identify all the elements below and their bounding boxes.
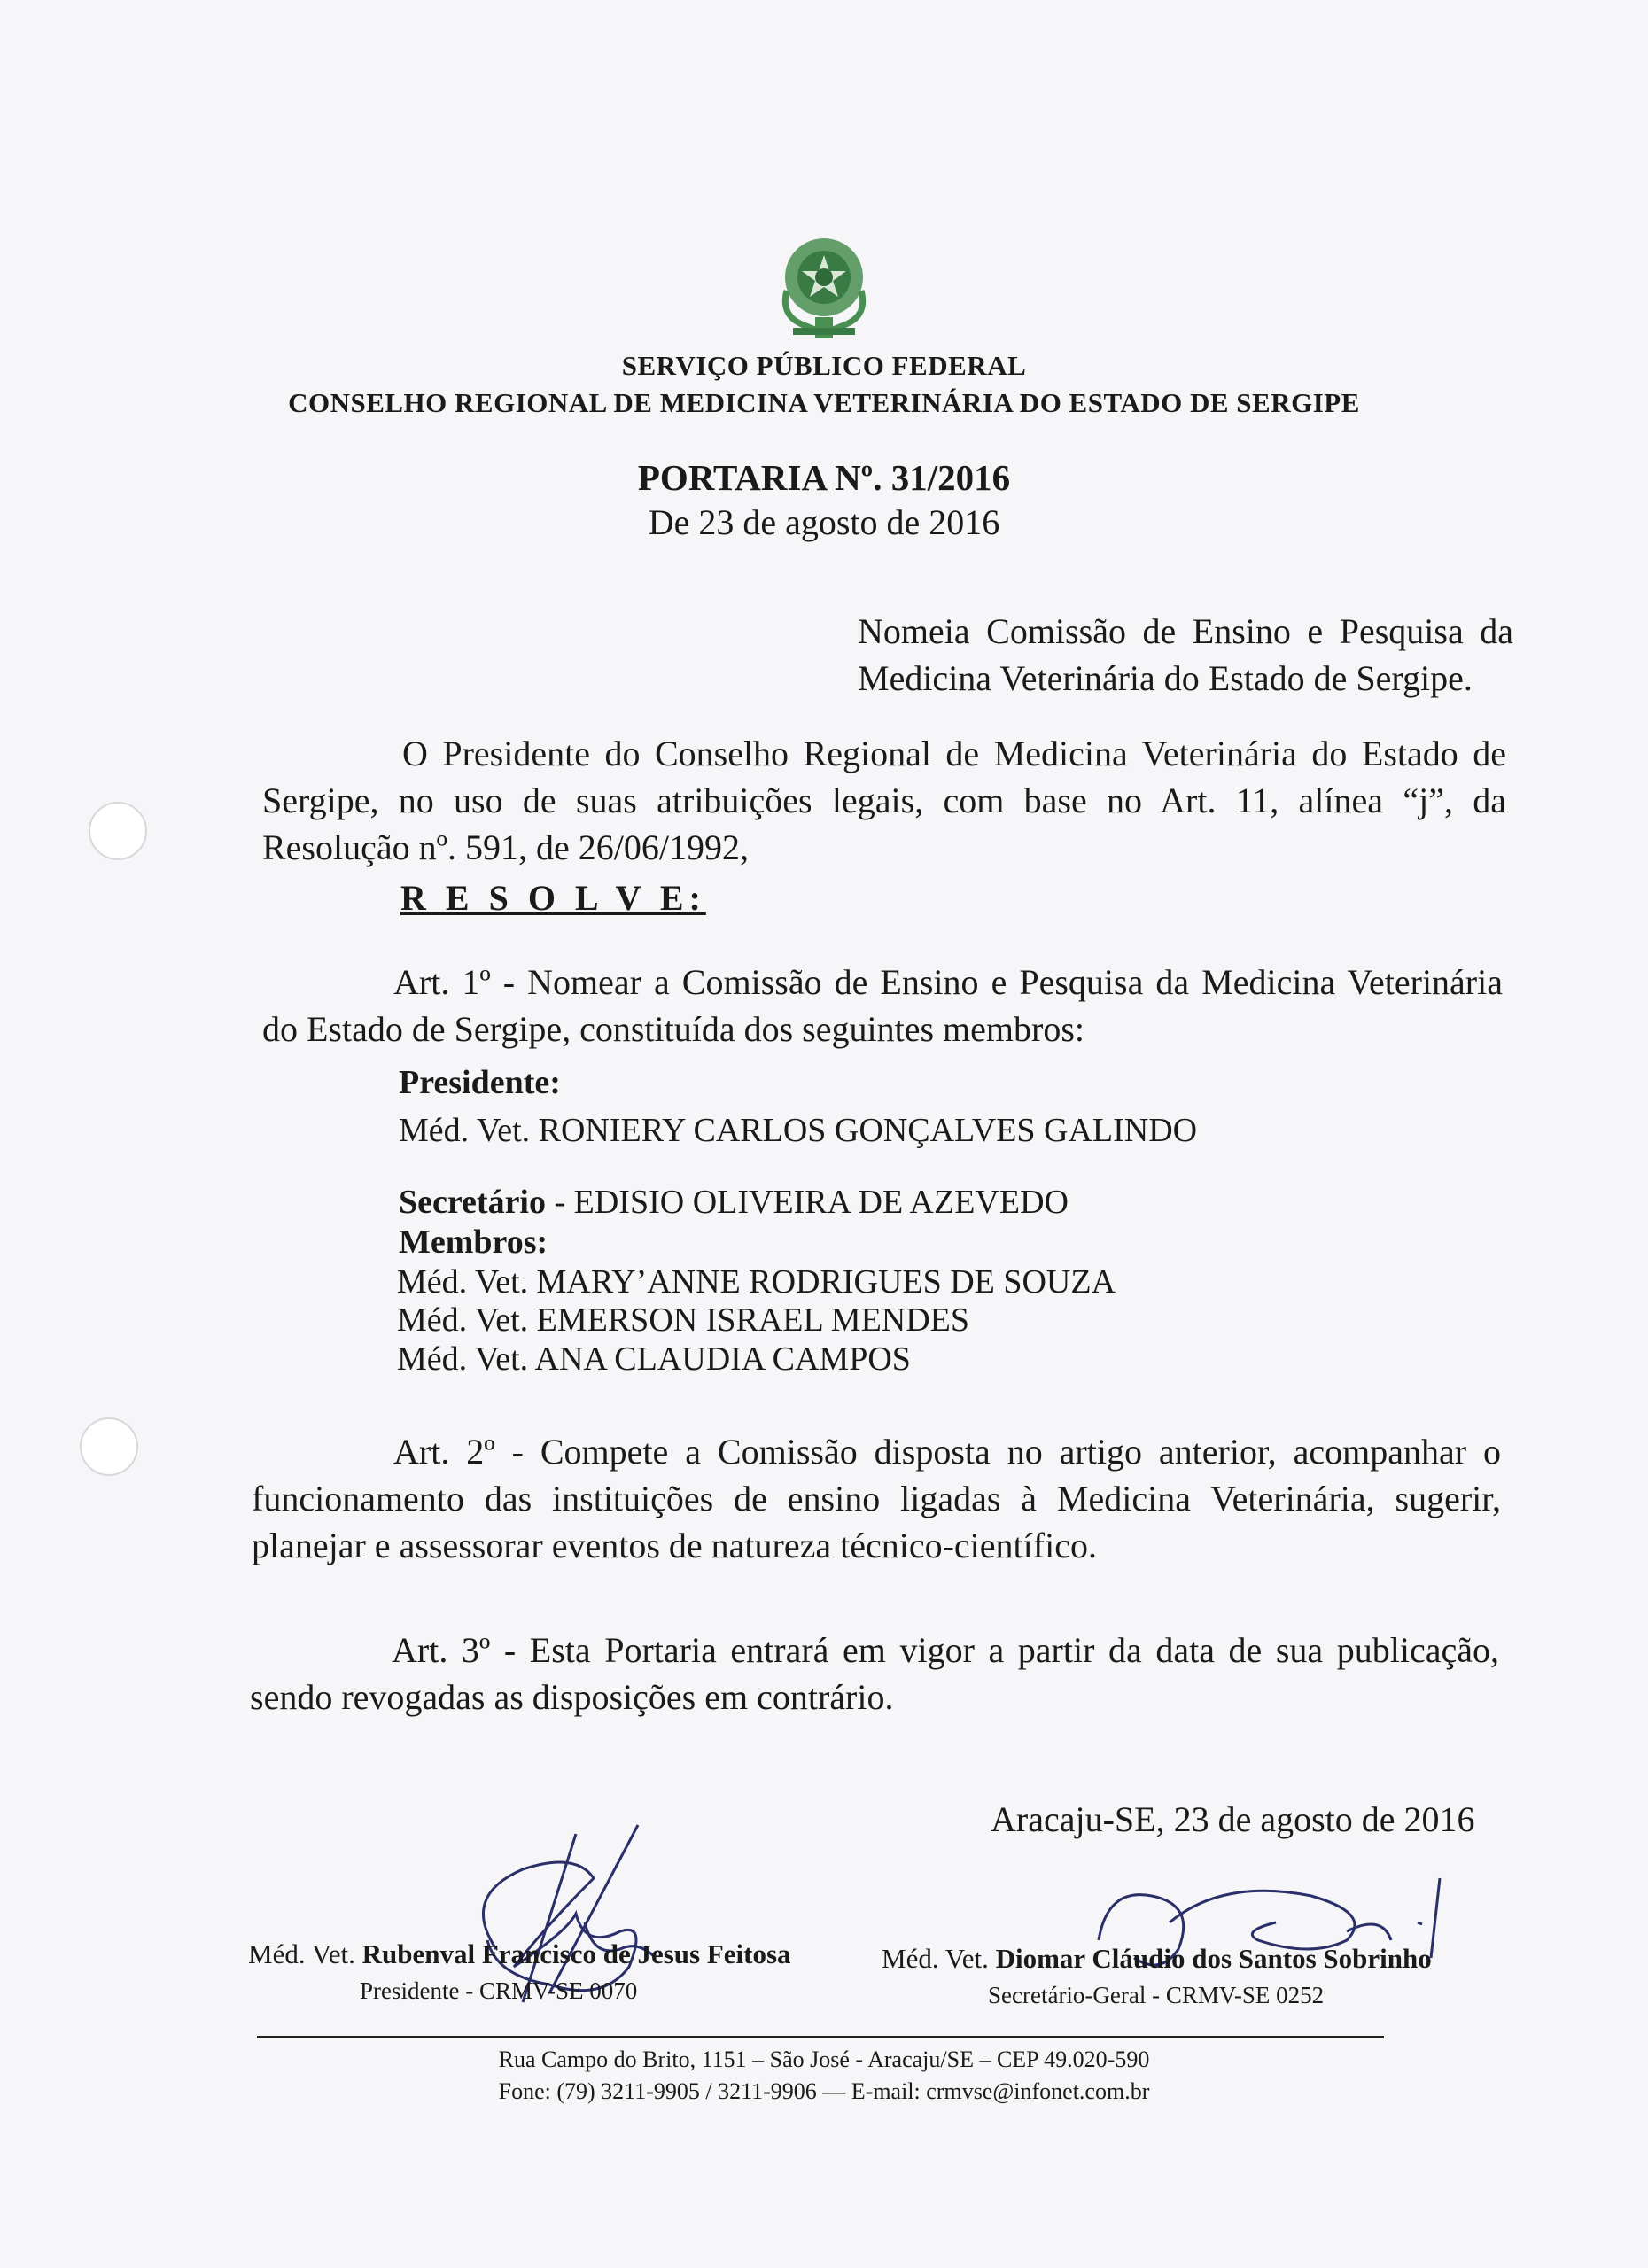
footer-divider: [257, 2036, 1384, 2038]
article-2: Art. 2º - Compete a Comissão disposta no artigo anterior, acompanhar o funcionamento das instituições de ensino ligadas à Medicina Veterinária, sugerir, planejar e assessorar eventos de natureza técnico-científico.: [252, 1432, 1501, 1565]
footer-contact: Fone: (79) 3211-9905 / 3211-9906 — E-mail: crmvse@infonet.com.br: [498, 2078, 1150, 2104]
coat-of-arms-icon: [771, 229, 877, 344]
president-name: Méd. Vet. RONIERY CARLOS GONÇALVES GALINDO: [399, 1112, 1198, 1149]
members-label: Membros:: [399, 1223, 548, 1261]
member-item: Méd. Vet. MARY’ANNE RODRIGUES DE SOUZA: [397, 1263, 1116, 1301]
signature-prefix: Méd. Vet.: [248, 1938, 362, 1969]
secretary-name: - EDISIO OLIVEIRA DE AZEVEDO: [546, 1184, 1069, 1221]
punch-hole-top: [89, 802, 147, 860]
preamble: O Presidente do Conselho Regional de Medicina Veterinária do Estado de Sergipe, no uso de suas atribuições legais, com base no Art. 11, alínea “j”, da Resolução nº. 591, de 26/06/1992,: [262, 734, 1506, 867]
punch-hole-bottom: [80, 1418, 138, 1476]
member-item: Méd. Vet. EMERSON ISRAEL MENDES: [397, 1301, 970, 1339]
signature-prefix: Méd. Vet.: [882, 1943, 996, 1974]
footer-address: Rua Campo do Brito, 1151 – São José - Aracaju/SE – CEP 49.020-590: [498, 2047, 1150, 2072]
document-title: PORTARIA Nº. 31/2016: [637, 457, 1011, 498]
article-1: Art. 1º - Nomear a Comissão de Ensino e Pesquisa da Medicina Veterinária do Estado de Sergipe, constituída dos seguintes membros:: [262, 962, 1503, 1049]
signature-name: Rubenval Francisco de Jesus Feitosa: [361, 1938, 791, 1969]
secretary-line: [399, 1183, 1069, 1222]
signature-name-president: [248, 1938, 791, 1970]
document-date: De 23 de agosto de 2016: [648, 502, 1000, 542]
header-council: CONSELHO REGIONAL DE MEDICINA VETERINÁRIA DO ESTADO DE SERGIPE: [288, 387, 1360, 418]
place-date: Aracaju-SE, 23 de agosto de 2016: [991, 1799, 1475, 1839]
header-service: SERVIÇO PÚBLICO FEDERAL: [621, 350, 1027, 381]
resolve-heading: R E S O L V E:: [400, 878, 706, 918]
president-label: Presidente:: [399, 1064, 561, 1101]
signature-role-secretary: Secretário-Geral - CRMV-SE 0252: [988, 1982, 1325, 2008]
signature-name-secretary: [882, 1943, 1432, 1975]
signature-role-president: Presidente - CRMV-SE 0070: [360, 1977, 638, 2004]
member-item: Méd. Vet. ANA CLAUDIA CAMPOS: [397, 1340, 911, 1378]
secretary-label: Secretário: [399, 1184, 546, 1221]
ementa: Nomeia Comissão de Ensino e Pesquisa da Medicina Veterinária do Estado de Sergipe.: [858, 611, 1513, 698]
signature-name: Diomar Cláudio dos Santos Sobrinho: [995, 1943, 1432, 1974]
article-3: Art. 3º - Esta Portaria entrará em vigor a partir da data de sua publicação, sendo revogadas as disposições em contrário.: [250, 1630, 1499, 1717]
